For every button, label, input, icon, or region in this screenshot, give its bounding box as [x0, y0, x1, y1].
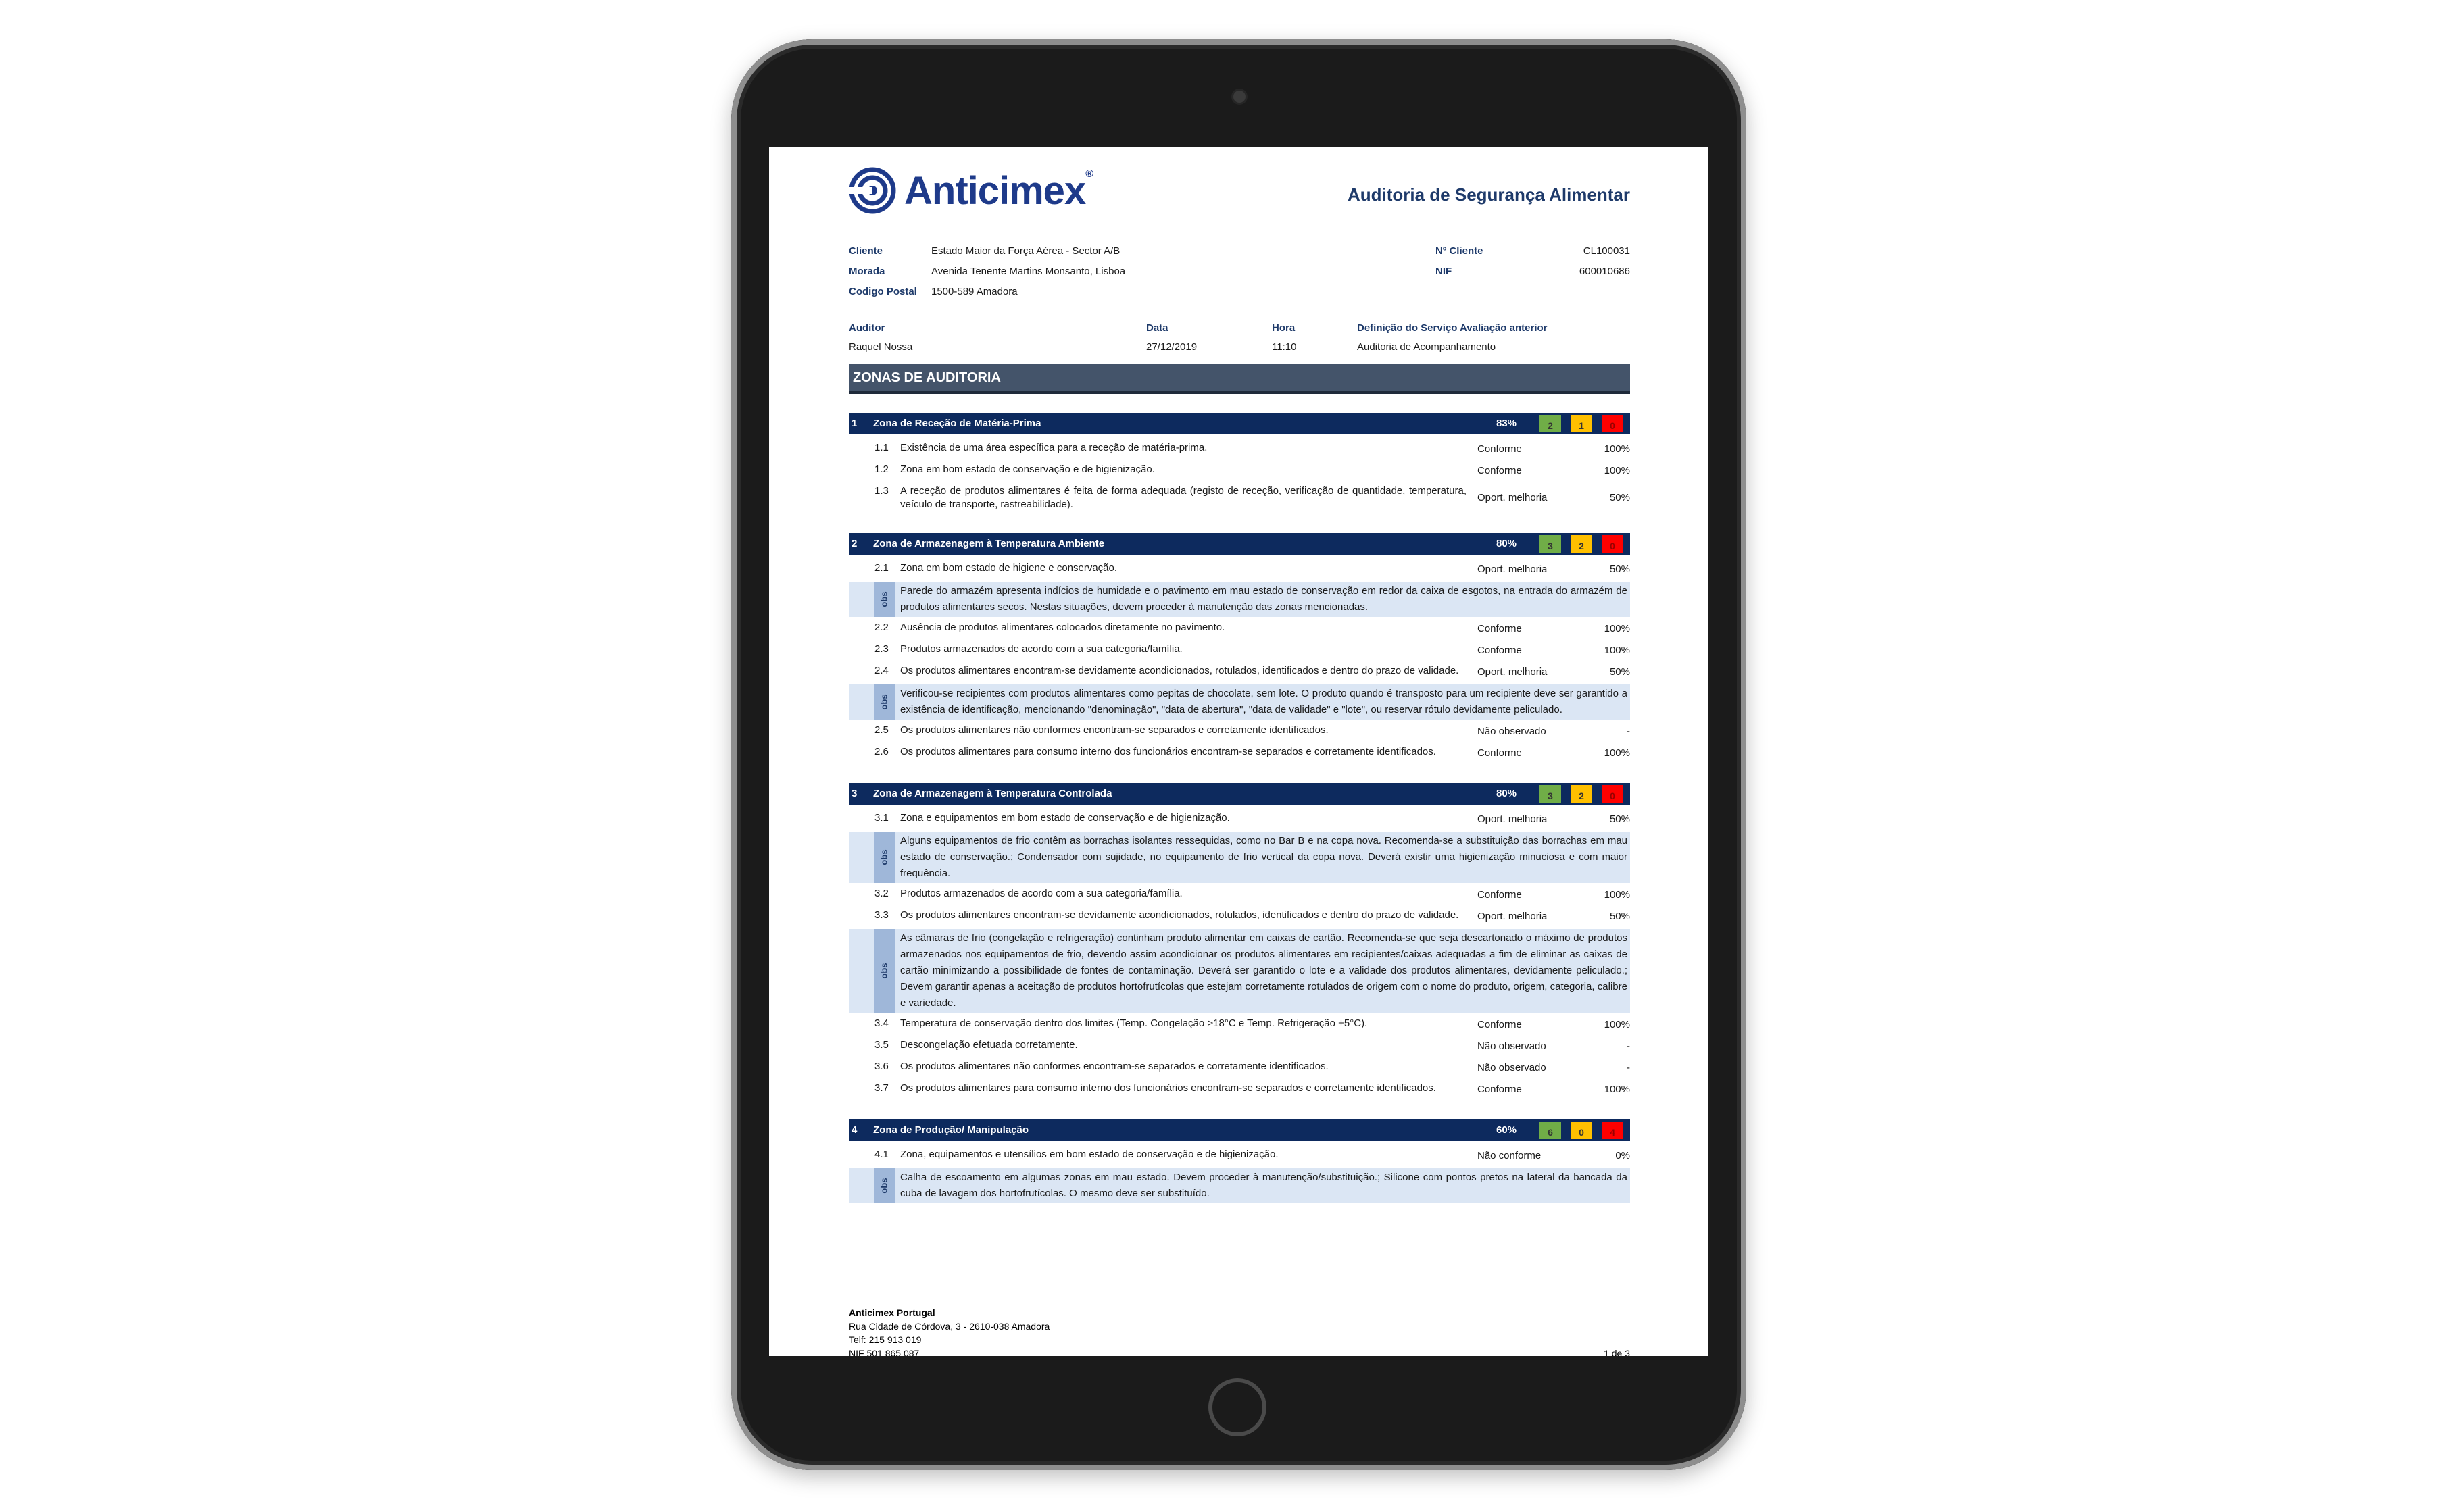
footer-nif: NIF 501 865 087 [849, 1348, 920, 1356]
item-percent: 50% [1609, 911, 1630, 922]
item-percent: 50% [1609, 666, 1630, 678]
observation-note [849, 1168, 1630, 1203]
nif-value: 600010686 [1579, 266, 1630, 277]
audit-document [849, 157, 1630, 1205]
item-status: Conforme [1477, 443, 1522, 455]
morada-value: Avenida Tenente Martins Monsanto, Lisboa [931, 266, 1126, 277]
date-value: 27/12/2019 [1146, 341, 1198, 353]
tablet-screen [769, 147, 1708, 1356]
section-score: 80% [1496, 788, 1517, 799]
obs-tag [874, 684, 895, 720]
item-number: 3.7 [874, 1082, 889, 1094]
obs-text: Parede do armazém apresenta indícios de humidade e o pavimento em mau estado de conservação em redor da caixa de esgotos, na entrada do armazém de produtos alimentares secos. Nestas situações, devem proceder à manutenção das zonas mencionadas. [900, 585, 1627, 613]
item-status: Não conforme [1477, 1150, 1542, 1161]
item-text: Zona, equipamentos e utensílios em bom estado de conservação e de higienização. [900, 1149, 1279, 1160]
item-number: 1.1 [874, 442, 889, 453]
client-info [849, 238, 1630, 313]
obs-label: obs [879, 591, 889, 607]
section-header [849, 1119, 1630, 1141]
document-title: Auditoria de Segurança Alimentar [1347, 184, 1630, 205]
item-number: 3.3 [874, 909, 889, 921]
section-score: 60% [1496, 1124, 1517, 1136]
footer-tel: Telf: 215 913 019 [849, 1334, 922, 1345]
cliente-label: Cliente [849, 245, 883, 257]
item-number: 2.4 [874, 665, 889, 676]
obs-text: Calha de escoamento em algumas zonas em mau estado. Devem proceder à manutenção/substituição.; Silicone com pontos pretos na lateral da bancada da cuba de lavagem dos hortofrutícolas. O mesmo deve ser substituído. [900, 1171, 1627, 1199]
audit-item [849, 906, 1630, 928]
item-status: Conforme [1477, 747, 1522, 759]
item-number: 2.1 [874, 562, 889, 574]
item-percent: 100% [1604, 443, 1630, 455]
page-number: 1 de 3 [1604, 1348, 1630, 1356]
section-number: 1 [852, 418, 858, 429]
item-percent: 100% [1604, 1084, 1630, 1095]
item-status: Conforme [1477, 1019, 1522, 1030]
nif-label: NIF [1435, 266, 1452, 277]
item-status: Oport. melhoria [1477, 813, 1548, 825]
item-number: 2.5 [874, 724, 889, 736]
morada-label: Morada [849, 266, 885, 277]
client-number-label: Nº Cliente [1435, 245, 1483, 257]
audit-item [849, 1057, 1630, 1079]
melhoria-count: 0 [1571, 1122, 1592, 1139]
item-text: Produtos armazenados de acordo com a sua categoria/família. [900, 643, 1183, 655]
nao-conforme-count: 4 [1602, 1122, 1623, 1139]
item-number: 4.1 [874, 1149, 889, 1160]
conforme-count: 3 [1539, 535, 1561, 553]
item-percent: - [1627, 726, 1630, 737]
brand-name: Anticimex® [904, 168, 1093, 213]
audit-item [849, 640, 1630, 661]
item-text: Os produtos alimentares não conformes encontram-se separados e corretamente identificados. [900, 724, 1329, 736]
item-text: Os produtos alimentares para consumo interno dos funcionários encontram-se separados e corretamente identificados. [900, 1082, 1436, 1094]
audit-item [849, 482, 1630, 514]
item-text: Existência de uma área específica para a receção de matéria-prima. [900, 442, 1208, 453]
footer-company: Anticimex Portugal [849, 1307, 935, 1318]
item-status: Conforme [1477, 623, 1522, 634]
audit-item [849, 742, 1630, 764]
item-text: Os produtos alimentares encontram-se devidamente acondicionados, rotulados, identificados e dentro do prazo de validade. [900, 665, 1459, 676]
audit-item [849, 618, 1630, 640]
item-number: 3.4 [874, 1017, 889, 1029]
cp-label: Codigo Postal [849, 286, 917, 297]
item-text: Temperatura de conservação dentro dos limites (Temp. Congelação >18°C e Temp. Refrigeração +5°C). [900, 1017, 1368, 1029]
section-number: 3 [852, 788, 858, 799]
obs-label: obs [879, 849, 889, 865]
item-number: 2.3 [874, 643, 889, 655]
audit-item [849, 1145, 1630, 1167]
item-percent: 50% [1609, 563, 1630, 575]
item-percent: 100% [1604, 645, 1630, 656]
obs-text: As câmaras de frio (congelação e refrigeração) continham produto alimentar em caixas de cartão. Recomenda-se que seja descartonado o máximo de produtos armazenados nos equipamentos de frio, devendo assim acondicionar os produtos alimentares em recipientes/caixas adequadas a fim de eliminar as caixas de cartão minimizando a possibilidade de fontes de contaminação. Deverá ser garantido o lote e a validade dos produtos alimentares, devidamente peliculado.; Devem garantir apenas a aceitação de produtos hortofrutícolas que estejam corretamente rotulados de origem com o nome do produto, origem, categoria, calibre e variedade. [900, 932, 1627, 1009]
camera-icon [1233, 91, 1246, 103]
item-percent: - [1627, 1062, 1630, 1074]
obs-label: obs [879, 963, 889, 979]
section-header [849, 783, 1630, 805]
anticimex-logo [849, 167, 1093, 214]
conforme-count: 6 [1539, 1122, 1561, 1139]
auditor-value: Raquel Nossa [849, 341, 913, 353]
item-status: Não observado [1477, 726, 1546, 737]
observation-note [849, 929, 1630, 1013]
nao-conforme-count: 0 [1602, 415, 1623, 432]
hour-value: 11:10 [1272, 341, 1297, 353]
obs-text: Alguns equipamentos de frio contêm as borrachas isolantes ressequidas, como no Bar B e na copa nova. Recomenda-se a substituição das borrachas em mau estado de conservação.; Condensador com sujidade, no equipamento de frio vertical da copa nova. Deverá existir uma higienização minuciosa e com maior frequência. [900, 835, 1627, 879]
audit-sections [849, 413, 1630, 1203]
audit-info [849, 313, 1630, 361]
audit-item [849, 809, 1630, 830]
item-percent: 100% [1604, 747, 1630, 759]
item-percent: 0% [1615, 1150, 1630, 1161]
observation-note [849, 832, 1630, 883]
conforme-count: 3 [1539, 785, 1561, 803]
item-percent: 50% [1609, 813, 1630, 825]
item-status: Conforme [1477, 465, 1522, 476]
item-number: 2.6 [874, 746, 889, 757]
item-text: Zona em bom estado de conservação e de higienização. [900, 463, 1155, 475]
item-number: 3.1 [874, 812, 889, 824]
item-number: 1.3 [874, 485, 889, 497]
item-text: A receção de produtos alimentares é feita de forma adequada (registo de receção, verificação de quantidade, temperatura, veículo de transporte, rastreabilidade). [900, 485, 1467, 510]
nao-conforme-count: 0 [1602, 785, 1623, 803]
section-title: Zona de Produção/ Manipulação [873, 1124, 1029, 1136]
auditor-label: Auditor [849, 322, 885, 334]
item-number: 3.6 [874, 1061, 889, 1072]
item-percent: 50% [1609, 492, 1630, 503]
zonas-heading: ZONAS DE AUDITORIA [849, 364, 1630, 394]
obs-tag [874, 929, 895, 1013]
cp-value: 1500-589 Amadora [931, 286, 1018, 297]
item-text: Os produtos alimentares não conformes encontram-se separados e corretamente identificados. [900, 1061, 1329, 1072]
section-title: Zona de Armazenagem à Temperatura Ambiente [873, 538, 1105, 549]
audit-item [849, 460, 1630, 482]
item-status: Não observado [1477, 1062, 1546, 1074]
anticimex-logo-icon [849, 167, 896, 214]
item-status: Oport. melhoria [1477, 911, 1548, 922]
item-status: Conforme [1477, 1084, 1522, 1095]
melhoria-count: 1 [1571, 415, 1592, 432]
item-text: Descongelação efetuada corretamente. [900, 1039, 1078, 1051]
item-status: Conforme [1477, 645, 1522, 656]
item-status: Não observado [1477, 1040, 1546, 1052]
audit-item [849, 1036, 1630, 1057]
melhoria-count: 2 [1571, 535, 1592, 553]
section-score: 80% [1496, 538, 1517, 549]
audit-item [849, 1014, 1630, 1036]
item-text: Zona e equipamentos em bom estado de conservação e de higienização. [900, 812, 1230, 824]
item-text: Os produtos alimentares encontram-se devidamente acondicionados, rotulados, identificados e dentro do prazo de validade. [900, 909, 1459, 921]
cliente-value: Estado Maior da Força Aérea - Sector A/B [931, 245, 1120, 257]
service-value: Auditoria de Acompanhamento [1357, 341, 1496, 353]
audit-item [849, 884, 1630, 906]
audit-item [849, 661, 1630, 683]
item-text: Produtos armazenados de acordo com a sua categoria/família. [900, 888, 1183, 899]
nao-conforme-count: 0 [1602, 535, 1623, 553]
client-number-value: CL100031 [1583, 245, 1630, 257]
section-number: 4 [852, 1124, 858, 1136]
home-button[interactable] [1208, 1378, 1266, 1436]
hour-label: Hora [1272, 322, 1296, 334]
observation-note [849, 582, 1630, 617]
section-number: 2 [852, 538, 858, 549]
item-status: Oport. melhoria [1477, 492, 1548, 503]
item-number: 3.5 [874, 1039, 889, 1051]
audit-item [849, 721, 1630, 742]
obs-text: Verificou-se recipientes com produtos alimentares como pepitas de chocolate, sem lote. O produto quando é transposto para um recipiente deve ser garantido a existência de identificação, mencionando "denominação", "data de abertura", "data de validade" e "lote", ou reservar rótulo devidamente peliculado. [900, 688, 1627, 715]
conforme-count: 2 [1539, 415, 1561, 432]
item-text: Os produtos alimentares para consumo interno dos funcionários encontram-se separados e corretamente identificados. [900, 746, 1436, 757]
obs-tag [874, 832, 895, 883]
document-header [849, 157, 1630, 238]
footer-address: Rua Cidade de Córdova, 3 - 2610-038 Amadora [849, 1321, 1050, 1332]
section-title: Zona de Armazenagem à Temperatura Controlada [873, 788, 1112, 799]
item-status: Conforme [1477, 889, 1522, 901]
section-score: 83% [1496, 418, 1517, 429]
obs-label: obs [879, 694, 889, 710]
item-percent: 100% [1604, 1019, 1630, 1030]
service-label: Definição do Serviço Avaliação anterior [1357, 322, 1548, 334]
obs-tag [874, 1168, 895, 1203]
section-header [849, 533, 1630, 555]
item-text: Ausência de produtos alimentares colocados diretamente no pavimento. [900, 622, 1225, 633]
observation-note [849, 684, 1630, 720]
item-percent: - [1627, 1040, 1630, 1052]
item-status: Oport. melhoria [1477, 563, 1548, 575]
date-label: Data [1146, 322, 1168, 334]
item-number: 3.2 [874, 888, 889, 899]
item-number: 1.2 [874, 463, 889, 475]
item-percent: 100% [1604, 889, 1630, 901]
section-header [849, 413, 1630, 434]
obs-label: obs [879, 1178, 889, 1194]
audit-item [849, 559, 1630, 580]
item-percent: 100% [1604, 623, 1630, 634]
item-percent: 100% [1604, 465, 1630, 476]
audit-item [849, 1079, 1630, 1101]
audit-item [849, 438, 1630, 460]
melhoria-count: 2 [1571, 785, 1592, 803]
item-text: Zona em bom estado de higiene e conservação. [900, 562, 1118, 574]
page-footer [849, 1306, 1630, 1356]
section-title: Zona de Receção de Matéria-Prima [873, 418, 1041, 429]
item-number: 2.2 [874, 622, 889, 633]
item-status: Oport. melhoria [1477, 666, 1548, 678]
obs-tag [874, 582, 895, 617]
